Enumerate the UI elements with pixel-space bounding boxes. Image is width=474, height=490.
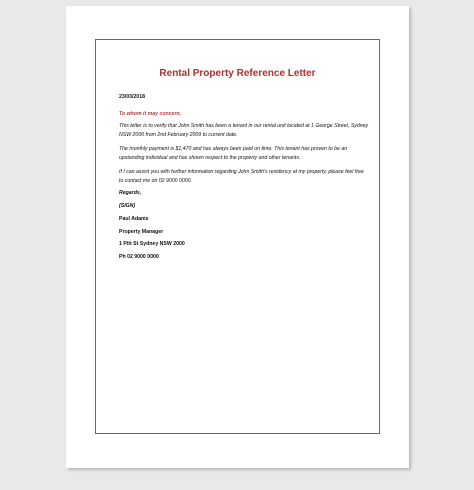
letter-title: Rental Property Reference Letter bbox=[159, 68, 316, 79]
signer-name: Paul Adams bbox=[119, 216, 149, 222]
letter-page bbox=[66, 6, 409, 468]
signature-placeholder: (SIGN) bbox=[119, 203, 136, 209]
signer-role: Property Manager bbox=[119, 229, 164, 235]
letter-paragraph-verification: This letter is to verify that John Smith has been a tenant in our rental unit located at 1 George Street, Sydney NSW 2000 from 2nd February 2009 to current date. bbox=[119, 123, 369, 139]
letter-paragraph-contact: If I can assist you with further information regarding John Smith's residency at my property, please feel free to contact me on 02 9000 0000. bbox=[119, 169, 364, 185]
signer-phone: Ph 02 9000 0000 bbox=[119, 254, 159, 260]
letter-salutation: To whom it may concern, bbox=[119, 111, 182, 117]
letter-closing: Regards, bbox=[119, 190, 142, 196]
letter-paragraph-payment: The monthly payment is $1,470 and has always been paid on time. This tenant has proven to be an upstanding individual and has shown respect to the property and other tenants. bbox=[119, 146, 348, 162]
letter-date: 23/03/2018 bbox=[119, 94, 145, 100]
signer-address: 1 Pitt St Sydney NSW 2000 bbox=[119, 241, 185, 247]
